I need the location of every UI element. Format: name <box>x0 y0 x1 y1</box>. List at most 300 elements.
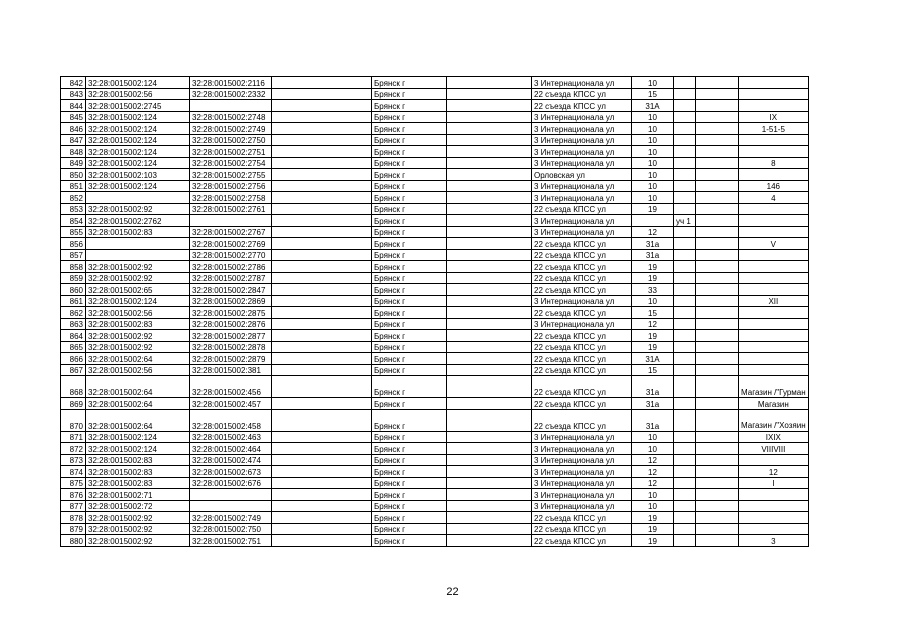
cadastral-number-cell: 32:28:0015002:457 <box>190 398 272 410</box>
empty-cell <box>272 215 372 227</box>
empty-cell <box>447 111 532 123</box>
part-cell <box>674 180 696 192</box>
street-cell: 22 съезда КПСС ул <box>532 330 632 342</box>
empty-cell <box>447 88 532 100</box>
row-number-cell: 856 <box>61 238 86 250</box>
house-number-cell: 19 <box>632 523 674 535</box>
room-cell: I <box>739 477 809 489</box>
empty-cell <box>447 376 532 398</box>
city-cell: Брянск г <box>372 318 447 330</box>
house-number-cell: 31а <box>632 398 674 410</box>
empty-cell <box>447 409 532 431</box>
house-number-cell: 19 <box>632 341 674 353</box>
street-cell: 22 съезда КПСС ул <box>532 261 632 273</box>
house-number-cell: 31а <box>632 238 674 250</box>
street-cell: 22 съезда КПСС ул <box>532 535 632 547</box>
table-row <box>61 261 809 273</box>
room-cell <box>739 100 809 112</box>
empty-cell <box>696 88 739 100</box>
room-cell: Магазин /"Гурман <box>739 376 809 398</box>
city-cell: Брянск г <box>372 215 447 227</box>
cadastral-number-cell: 32:28:0015002:381 <box>190 364 272 376</box>
empty-cell <box>447 146 532 158</box>
part-cell <box>674 192 696 204</box>
row-number-cell: 853 <box>61 203 86 215</box>
part-cell <box>674 318 696 330</box>
empty-cell <box>447 489 532 501</box>
table-row <box>61 88 809 100</box>
table-row <box>61 249 809 261</box>
room-cell: Магазин <box>739 398 809 410</box>
table-row <box>61 180 809 192</box>
cadastral-number-cell: 32:28:0015002:2751 <box>190 146 272 158</box>
part-cell <box>674 477 696 489</box>
parent-cadastral-cell: 32:28:0015002:92 <box>86 341 190 353</box>
city-cell: Брянск г <box>372 353 447 365</box>
house-number-cell: 19 <box>632 330 674 342</box>
empty-cell <box>696 192 739 204</box>
empty-cell <box>272 330 372 342</box>
room-cell: IX <box>739 111 809 123</box>
street-cell: 3 Интернационала ул <box>532 111 632 123</box>
empty-cell <box>272 341 372 353</box>
cadastral-number-cell: 32:28:0015002:2787 <box>190 272 272 284</box>
city-cell: Брянск г <box>372 295 447 307</box>
parent-cadastral-cell: 32:28:0015002:83 <box>86 477 190 489</box>
empty-cell <box>696 157 739 169</box>
empty-cell <box>696 341 739 353</box>
table-row <box>61 203 809 215</box>
city-cell: Брянск г <box>372 284 447 296</box>
empty-cell <box>447 226 532 238</box>
empty-cell <box>696 489 739 501</box>
table-row <box>61 192 809 204</box>
table-row <box>61 376 809 398</box>
street-cell: 3 Интернационала ул <box>532 318 632 330</box>
table-row <box>61 466 809 478</box>
room-cell: XII <box>739 295 809 307</box>
empty-cell <box>272 157 372 169</box>
city-cell: Брянск г <box>372 134 447 146</box>
parent-cadastral-cell: 32:28:0015002:56 <box>86 88 190 100</box>
empty-cell <box>447 535 532 547</box>
part-cell <box>674 203 696 215</box>
parent-cadastral-cell: 32:28:0015002:92 <box>86 203 190 215</box>
city-cell: Брянск г <box>372 111 447 123</box>
room-cell <box>739 341 809 353</box>
room-cell <box>739 512 809 524</box>
empty-cell <box>272 180 372 192</box>
row-number-cell: 847 <box>61 134 86 146</box>
house-number-cell: 12 <box>632 477 674 489</box>
row-number-cell: 876 <box>61 489 86 501</box>
city-cell: Брянск г <box>372 376 447 398</box>
empty-cell <box>696 512 739 524</box>
empty-cell <box>696 500 739 512</box>
house-number-cell: 15 <box>632 364 674 376</box>
table-row <box>61 500 809 512</box>
room-cell: 1-51-5 <box>739 123 809 135</box>
house-number-cell: 10 <box>632 295 674 307</box>
house-number-cell: 10 <box>632 123 674 135</box>
table-row <box>61 123 809 135</box>
table-row <box>61 341 809 353</box>
street-cell: 22 съезда КПСС ул <box>532 88 632 100</box>
street-cell: 22 съезда КПСС ул <box>532 341 632 353</box>
empty-cell <box>696 466 739 478</box>
city-cell: Брянск г <box>372 88 447 100</box>
parent-cadastral-cell: 32:28:0015002:92 <box>86 330 190 342</box>
empty-cell <box>272 272 372 284</box>
cadastral-number-cell: 32:28:0015002:2754 <box>190 157 272 169</box>
street-cell: 3 Интернационала ул <box>532 134 632 146</box>
parent-cadastral-cell: 32:28:0015002:92 <box>86 512 190 524</box>
table-row <box>61 157 809 169</box>
table-row <box>61 295 809 307</box>
street-cell: 22 съезда КПСС ул <box>532 203 632 215</box>
empty-cell <box>272 409 372 431</box>
room-cell <box>739 249 809 261</box>
part-cell <box>674 364 696 376</box>
house-number-cell: 10 <box>632 443 674 455</box>
empty-cell <box>272 284 372 296</box>
row-number-cell: 877 <box>61 500 86 512</box>
empty-cell <box>696 146 739 158</box>
street-cell: 3 Интернационала ул <box>532 123 632 135</box>
house-number-cell: 15 <box>632 307 674 319</box>
room-cell <box>739 353 809 365</box>
city-cell: Брянск г <box>372 512 447 524</box>
empty-cell <box>696 330 739 342</box>
room-cell <box>739 134 809 146</box>
house-number-cell: 19 <box>632 535 674 547</box>
row-number-cell: 871 <box>61 431 86 443</box>
row-number-cell: 863 <box>61 318 86 330</box>
row-number-cell: 860 <box>61 284 86 296</box>
empty-cell <box>272 523 372 535</box>
room-cell <box>739 272 809 284</box>
row-number-cell: 851 <box>61 180 86 192</box>
empty-cell <box>447 272 532 284</box>
empty-cell <box>447 431 532 443</box>
table-row <box>61 398 809 410</box>
empty-cell <box>272 489 372 501</box>
row-number-cell: 842 <box>61 77 86 89</box>
empty-cell <box>696 307 739 319</box>
room-cell <box>739 77 809 89</box>
part-cell <box>674 489 696 501</box>
parent-cadastral-cell: 32:28:0015002:65 <box>86 284 190 296</box>
room-cell <box>739 307 809 319</box>
city-cell: Брянск г <box>372 123 447 135</box>
empty-cell <box>447 512 532 524</box>
city-cell: Брянск г <box>372 226 447 238</box>
row-number-cell: 858 <box>61 261 86 273</box>
table-row <box>61 238 809 250</box>
cadastral-number-cell <box>190 215 272 227</box>
room-cell <box>739 203 809 215</box>
city-cell: Брянск г <box>372 500 447 512</box>
parent-cadastral-cell: 32:28:0015002:124 <box>86 123 190 135</box>
parent-cadastral-cell <box>86 192 190 204</box>
street-cell: 22 съезда КПСС ул <box>532 272 632 284</box>
parent-cadastral-cell: 32:28:0015002:124 <box>86 77 190 89</box>
row-number-cell: 845 <box>61 111 86 123</box>
part-cell <box>674 272 696 284</box>
cadastral-number-cell: 32:28:0015002:2770 <box>190 249 272 261</box>
part-cell <box>674 238 696 250</box>
empty-cell <box>447 307 532 319</box>
house-number-cell: 31а <box>632 376 674 398</box>
room-cell: 8 <box>739 157 809 169</box>
empty-cell <box>447 443 532 455</box>
table-row <box>61 523 809 535</box>
cadastral-number-cell: 32:28:0015002:2756 <box>190 180 272 192</box>
row-number-cell: 866 <box>61 353 86 365</box>
table-row <box>61 443 809 455</box>
part-cell <box>674 261 696 273</box>
row-number-cell: 849 <box>61 157 86 169</box>
empty-cell <box>447 454 532 466</box>
row-number-cell: 854 <box>61 215 86 227</box>
street-cell: 3 Интернационала ул <box>532 431 632 443</box>
house-number-cell: 12 <box>632 466 674 478</box>
empty-cell <box>447 192 532 204</box>
empty-cell <box>272 134 372 146</box>
row-number-cell: 846 <box>61 123 86 135</box>
house-number-cell: 10 <box>632 146 674 158</box>
empty-cell <box>447 238 532 250</box>
table-row <box>61 226 809 238</box>
room-cell <box>739 500 809 512</box>
city-cell: Брянск г <box>372 330 447 342</box>
table-row <box>61 169 809 181</box>
table-row <box>61 512 809 524</box>
parent-cadastral-cell: 32:28:0015002:71 <box>86 489 190 501</box>
part-cell <box>674 398 696 410</box>
parent-cadastral-cell: 32:28:0015002:124 <box>86 295 190 307</box>
empty-cell <box>272 500 372 512</box>
part-cell <box>674 454 696 466</box>
room-cell <box>739 146 809 158</box>
empty-cell <box>272 249 372 261</box>
row-number-cell: 867 <box>61 364 86 376</box>
empty-cell <box>447 134 532 146</box>
row-number-cell: 844 <box>61 100 86 112</box>
row-number-cell: 872 <box>61 443 86 455</box>
row-number-cell: 862 <box>61 307 86 319</box>
cadastral-number-cell: 32:28:0015002:2116 <box>190 77 272 89</box>
empty-cell <box>696 77 739 89</box>
empty-cell <box>272 443 372 455</box>
parent-cadastral-cell <box>86 249 190 261</box>
part-cell <box>674 249 696 261</box>
table-row <box>61 134 809 146</box>
cadastral-number-cell: 32:28:0015002:2755 <box>190 169 272 181</box>
row-number-cell: 857 <box>61 249 86 261</box>
empty-cell <box>272 512 372 524</box>
empty-cell <box>272 398 372 410</box>
street-cell: 3 Интернационала ул <box>532 146 632 158</box>
empty-cell <box>696 535 739 547</box>
house-number-cell: 31а <box>632 249 674 261</box>
table-row <box>61 489 809 501</box>
table-row <box>61 146 809 158</box>
empty-cell <box>272 454 372 466</box>
city-cell: Брянск г <box>372 398 447 410</box>
parent-cadastral-cell: 32:28:0015002:56 <box>86 307 190 319</box>
empty-cell <box>696 284 739 296</box>
cadastral-number-cell: 32:28:0015002:2750 <box>190 134 272 146</box>
parent-cadastral-cell: 32:28:0015002:103 <box>86 169 190 181</box>
parent-cadastral-cell: 32:28:0015002:56 <box>86 364 190 376</box>
room-cell: 146 <box>739 180 809 192</box>
empty-cell <box>272 123 372 135</box>
empty-cell <box>696 272 739 284</box>
room-cell <box>739 454 809 466</box>
room-cell <box>739 284 809 296</box>
house-number-cell: 12 <box>632 318 674 330</box>
house-number-cell: 12 <box>632 454 674 466</box>
cadastral-number-cell: 32:28:0015002:2878 <box>190 341 272 353</box>
part-cell <box>674 307 696 319</box>
street-cell: 22 съезда КПСС ул <box>532 376 632 398</box>
part-cell <box>674 376 696 398</box>
cadastral-number-cell: 32:28:0015002:676 <box>190 477 272 489</box>
parent-cadastral-cell: 32:28:0015002:124 <box>86 443 190 455</box>
city-cell: Брянск г <box>372 192 447 204</box>
empty-cell <box>696 409 739 431</box>
street-cell: 3 Интернационала ул <box>532 295 632 307</box>
parent-cadastral-cell: 32:28:0015002:2745 <box>86 100 190 112</box>
cadastral-number-cell <box>190 500 272 512</box>
street-cell: 22 съезда КПСС ул <box>532 512 632 524</box>
cadastral-number-cell: 32:28:0015002:749 <box>190 512 272 524</box>
street-cell: 22 съезда КПСС ул <box>532 523 632 535</box>
part-cell <box>674 295 696 307</box>
city-cell: Брянск г <box>372 523 447 535</box>
city-cell: Брянск г <box>372 203 447 215</box>
part-cell <box>674 134 696 146</box>
parent-cadastral-cell: 32:28:0015002:124 <box>86 134 190 146</box>
row-number-cell: 843 <box>61 88 86 100</box>
empty-cell <box>447 284 532 296</box>
street-cell: 3 Интернационала ул <box>532 489 632 501</box>
row-number-cell: 880 <box>61 535 86 547</box>
cadastral-number-cell: 32:28:0015002:2847 <box>190 284 272 296</box>
empty-cell <box>696 454 739 466</box>
room-cell: 12 <box>739 466 809 478</box>
part-cell <box>674 353 696 365</box>
empty-cell <box>272 100 372 112</box>
street-cell: 3 Интернационала ул <box>532 477 632 489</box>
cadastral-number-cell: 32:28:0015002:458 <box>190 409 272 431</box>
empty-cell <box>696 169 739 181</box>
house-number-cell: 31А <box>632 100 674 112</box>
street-cell: 22 съезда КПСС ул <box>532 249 632 261</box>
cadastral-number-cell: 32:28:0015002:474 <box>190 454 272 466</box>
street-cell: 22 съезда КПСС ул <box>532 100 632 112</box>
empty-cell <box>447 249 532 261</box>
street-cell: 3 Интернационала ул <box>532 157 632 169</box>
street-cell: 22 съезда КПСС ул <box>532 398 632 410</box>
city-cell: Брянск г <box>372 431 447 443</box>
empty-cell <box>272 77 372 89</box>
row-number-cell: 875 <box>61 477 86 489</box>
room-cell <box>739 330 809 342</box>
parent-cadastral-cell: 32:28:0015002:124 <box>86 157 190 169</box>
empty-cell <box>447 157 532 169</box>
empty-cell <box>696 123 739 135</box>
empty-cell <box>447 477 532 489</box>
table-row <box>61 364 809 376</box>
empty-cell <box>447 169 532 181</box>
room-cell: Магазин /"Хозяин <box>739 409 809 431</box>
empty-cell <box>272 364 372 376</box>
street-cell: 3 Интернационала ул <box>532 466 632 478</box>
empty-cell <box>447 180 532 192</box>
street-cell: 22 съезда КПСС ул <box>532 409 632 431</box>
row-number-cell: 864 <box>61 330 86 342</box>
empty-cell <box>447 398 532 410</box>
row-number-cell: 861 <box>61 295 86 307</box>
row-number-cell: 865 <box>61 341 86 353</box>
empty-cell <box>696 249 739 261</box>
house-number-cell: 10 <box>632 134 674 146</box>
parent-cadastral-cell: 32:28:0015002:83 <box>86 454 190 466</box>
city-cell: Брянск г <box>372 443 447 455</box>
part-cell: уч 1 <box>674 215 696 227</box>
empty-cell <box>696 398 739 410</box>
row-number-cell: 878 <box>61 512 86 524</box>
empty-cell <box>696 261 739 273</box>
table-row <box>61 330 809 342</box>
empty-cell <box>696 431 739 443</box>
street-cell: 3 Интернационала ул <box>532 500 632 512</box>
empty-cell <box>696 523 739 535</box>
cadastral-number-cell: 32:28:0015002:2875 <box>190 307 272 319</box>
table-row <box>61 454 809 466</box>
house-number-cell: 19 <box>632 272 674 284</box>
table-row <box>61 477 809 489</box>
cadastral-number-cell: 32:28:0015002:2332 <box>190 88 272 100</box>
part-cell <box>674 512 696 524</box>
empty-cell <box>696 364 739 376</box>
cadastral-number-cell: 32:28:0015002:2758 <box>190 192 272 204</box>
empty-cell <box>447 466 532 478</box>
empty-cell <box>272 261 372 273</box>
city-cell: Брянск г <box>372 157 447 169</box>
street-cell: 3 Интернационала ул <box>532 226 632 238</box>
cadastral-number-cell: 32:28:0015002:751 <box>190 535 272 547</box>
cadastral-number-cell: 32:28:0015002:2869 <box>190 295 272 307</box>
cadastral-number-cell: 32:28:0015002:2877 <box>190 330 272 342</box>
empty-cell <box>696 203 739 215</box>
empty-cell <box>447 353 532 365</box>
room-cell <box>739 261 809 273</box>
empty-cell <box>696 443 739 455</box>
empty-cell <box>272 111 372 123</box>
parent-cadastral-cell: 32:28:0015002:72 <box>86 500 190 512</box>
table-row <box>61 215 809 227</box>
empty-cell <box>272 146 372 158</box>
row-number-cell: 855 <box>61 226 86 238</box>
room-cell <box>739 169 809 181</box>
room-cell <box>739 88 809 100</box>
part-cell <box>674 100 696 112</box>
page-number: 22 <box>446 586 459 598</box>
table-row <box>61 409 809 431</box>
